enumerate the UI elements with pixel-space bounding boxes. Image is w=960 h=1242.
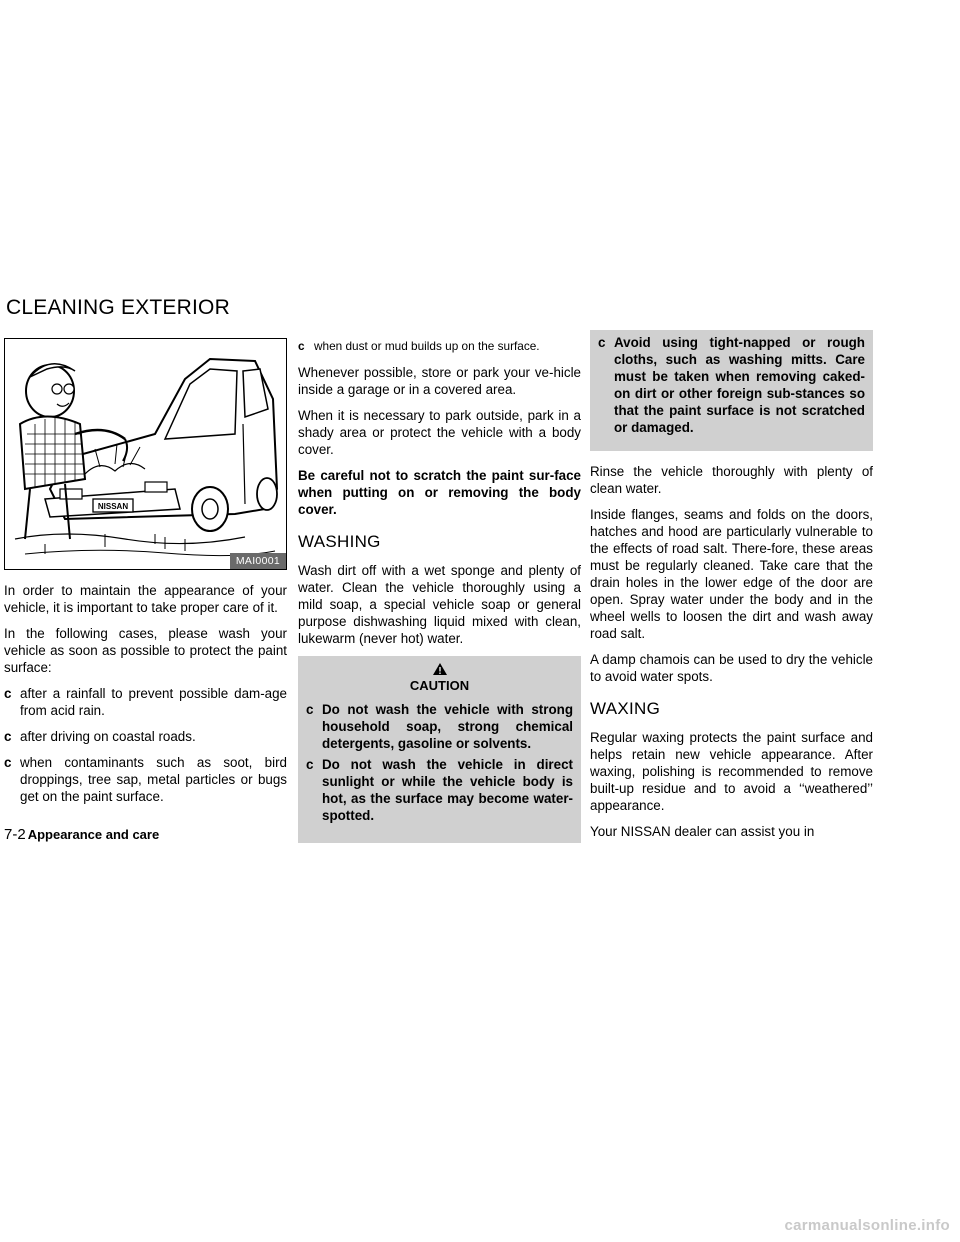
figure-code: MAI0001 [230, 553, 286, 569]
list-item: c when contaminants such as soot, bird droppings, tree sap, metal particles or bugs get on the paint surface. [4, 755, 287, 804]
waxing-paragraph: Regular waxing protects the paint surface and helps retain new vehicle appearance. After waxing, polishing is recommended to remove built-up residue and to avoid a ‘‘weathered’’ appearance. [590, 730, 873, 813]
body-cover-warning: Be careful not to scratch the paint sur-face when putting on or removing the body cover. [298, 468, 581, 517]
bullet-mark: c [306, 757, 314, 772]
watermark: carmanualsonline.info [784, 1217, 950, 1234]
car-washing-drawing [5, 339, 287, 570]
car-washing-illustration [4, 338, 287, 570]
list-item: c after driving on coastal roads. [4, 729, 196, 744]
warning-triangle-icon [432, 662, 448, 676]
column-2 [298, 338, 581, 843]
plate-text: NISSAN [97, 502, 129, 511]
rinse-paragraph: Rinse the vehicle thoroughly with plenty of clean water. [590, 464, 873, 496]
footer-section-title: Appearance and care [27, 827, 160, 842]
washing-heading: WASHING [298, 532, 381, 551]
bullet-mark: c [598, 335, 606, 350]
bullet-mark: c [4, 755, 12, 770]
list-item: c Do not wash the vehicle with strong household soap, strong chemical detergents, gasoline or solvents. [306, 702, 573, 751]
caution-list-continued [598, 334, 865, 436]
page-footer [4, 826, 159, 843]
list-item: c when dust or mud builds up on the surface. [298, 339, 540, 353]
wash-cases-list-continued [298, 338, 581, 355]
bullet-mark: c [306, 702, 314, 717]
chamois-paragraph: A damp chamois can be used to dry the vehicle to avoid water spots. [590, 652, 873, 684]
caution-header [306, 662, 573, 693]
list-item: c after a rainfall to prevent possible dam-age from acid rain. [4, 686, 287, 718]
dealer-paragraph: Your NISSAN dealer can assist you in [590, 824, 815, 839]
column-1 [4, 338, 287, 814]
intro-paragraph: In order to maintain the appearance of your vehicle, it is important to take proper care of it. [4, 583, 287, 615]
outside-parking-paragraph: When it is necessary to park outside, park in a shady area or protect the vehicle with a body cover. [298, 408, 581, 457]
page-number: 7-2 [4, 826, 26, 843]
cases-paragraph: In the following cases, please wash your vehicle as soon as possible to protect the paint surface: [4, 626, 287, 675]
caution-box-continued [590, 330, 873, 451]
bullet-mark: c [4, 729, 12, 744]
waxing-heading: WAXING [590, 699, 661, 718]
list-item: c Do not wash the vehicle in direct sunlight or while the vehicle body is hot, as the surface may become water-spotted. [306, 757, 573, 823]
storage-paragraph: Whenever possible, store or park your ve-hicle inside a garage or in a covered area. [298, 365, 581, 397]
caution-title: CAUTION [409, 678, 470, 693]
caution-list [306, 701, 573, 824]
wash-cases-list [4, 685, 287, 805]
washing-paragraph: Wash dirt off with a wet sponge and plenty of water. Clean the vehicle thoroughly using a mild soap, a special vehicle soap or general purpose dishwashing liquid mixed with clean, lukewarm (never hot) water. [298, 563, 581, 646]
bullet-mark: c [4, 686, 12, 701]
list-item: c Avoid using tight-napped or rough cloths, such as washing mitts. Care must be taken when removing caked-on dirt or other foreign sub-stances so that the paint surface is not scratched or damaged. [598, 335, 865, 435]
bullet-mark: c [298, 339, 305, 353]
column-3 [590, 335, 873, 849]
road-salt-paragraph: Inside flanges, seams and folds on the doors, hatches and hood are particularly vulnerable to the effects of road salt. There-fore, these areas must be regularly cleaned. Take care that the drain holes in the lower edge of the door are open. Spray water under the body and in the wheel wells to loosen the dirt and wash away road salt. [590, 507, 873, 641]
section-title: CLEANING EXTERIOR [6, 296, 230, 319]
caution-box [298, 656, 581, 843]
